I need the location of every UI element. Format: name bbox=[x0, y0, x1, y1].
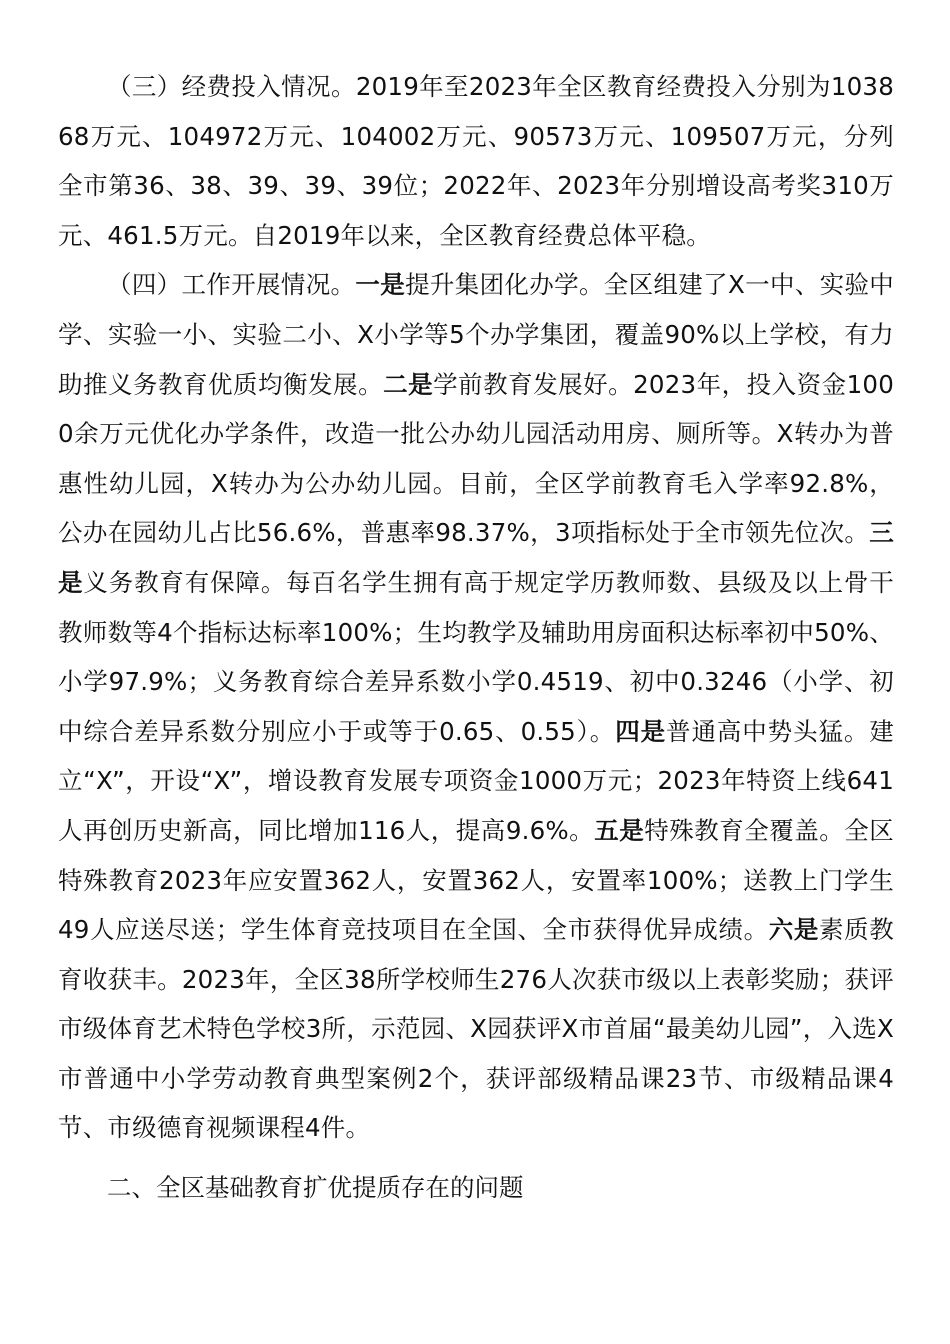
paragraph-funding: （三）经费投入情况。2019年至2023年全区教育经费投入分别为103868万元、104972万元、104002万元、90573万元、109507万元，分列全市第36、38、39、39、39位；2022年、2023年分别增设高考奖310万元、461.5万元。自2019年以来，全区教育经费总体平稳。 bbox=[58, 72, 894, 250]
highlight-fourth: 四是 bbox=[615, 716, 667, 746]
highlight-fifth: 五是 bbox=[594, 815, 645, 845]
paragraph-work-progress bbox=[58, 260, 894, 1153]
item-fifth-text: 特殊教育全覆盖。全区特殊教育2023年应安置362人，安置362人，安置率100%；送教上门学生49人应送尽送；学生体育竞技项目在全国、全市获得优异成绩。 bbox=[58, 815, 895, 945]
item-second-text: 学前教育发展好。2023年，投入资金1000余万元优化办学条件，改造一批公办幼儿园活动用房、厕所等。X转办为普惠性幼儿园，X转办为公办幼儿园。目前，全区学前教育毛入学率92.8%，公办在园幼儿占比56.6%，普惠率98.37%，3项指标处于全市领先位次。 bbox=[58, 369, 894, 548]
document-page bbox=[58, 62, 894, 1213]
highlight-third: 三是 bbox=[58, 518, 894, 597]
section-lead: （四）工作开展情况。 bbox=[107, 270, 356, 300]
highlight-sixth: 六是 bbox=[768, 915, 820, 945]
section-heading-problems: 二、全区基础教育扩优提质存在的问题 bbox=[107, 1173, 524, 1203]
item-fourth-text: 普通高中势头猛。建立“X”，开设“X”，增设教育发展专项资金1000万元；2023年特资上线641人再创历史新高，同比增加116人，提高9.6%。 bbox=[58, 716, 894, 845]
item-third-text: 义务教育有保障。每百名学生拥有高于规定学历教师数、县级及以上骨干教师数等4个指标达标率100%；生均教学及辅助用房面积达标率初中50%、小学97.9%；义务教育综合差异系数小学0.4519、初中0.3246（小学、初中综合差异系数分别应小于或等于0.65、0.55）。 bbox=[58, 567, 894, 746]
item-first-text: 提升集团化办学。全区组建了X一中、实验中学、实验一小、实验二小、X小学等5个办学集团，覆盖90%以上学校，有力助推义务教育优质均衡发展。 bbox=[58, 270, 894, 399]
highlight-first: 一是 bbox=[355, 270, 406, 300]
item-sixth-text: 素质教育收获丰。2023年，全区38所学校师生276人次获市级以上表彰奖励；获评市级体育艺术特色学校3所，示范园、X园获评X市首届“最美幼儿园”，入选X市普通中小学劳动教育典型案例2个，获评部级精品课23节、市级精品课4节、市级德育视频课程4件。 bbox=[58, 915, 894, 1143]
highlight-second: 二是 bbox=[383, 369, 434, 399]
